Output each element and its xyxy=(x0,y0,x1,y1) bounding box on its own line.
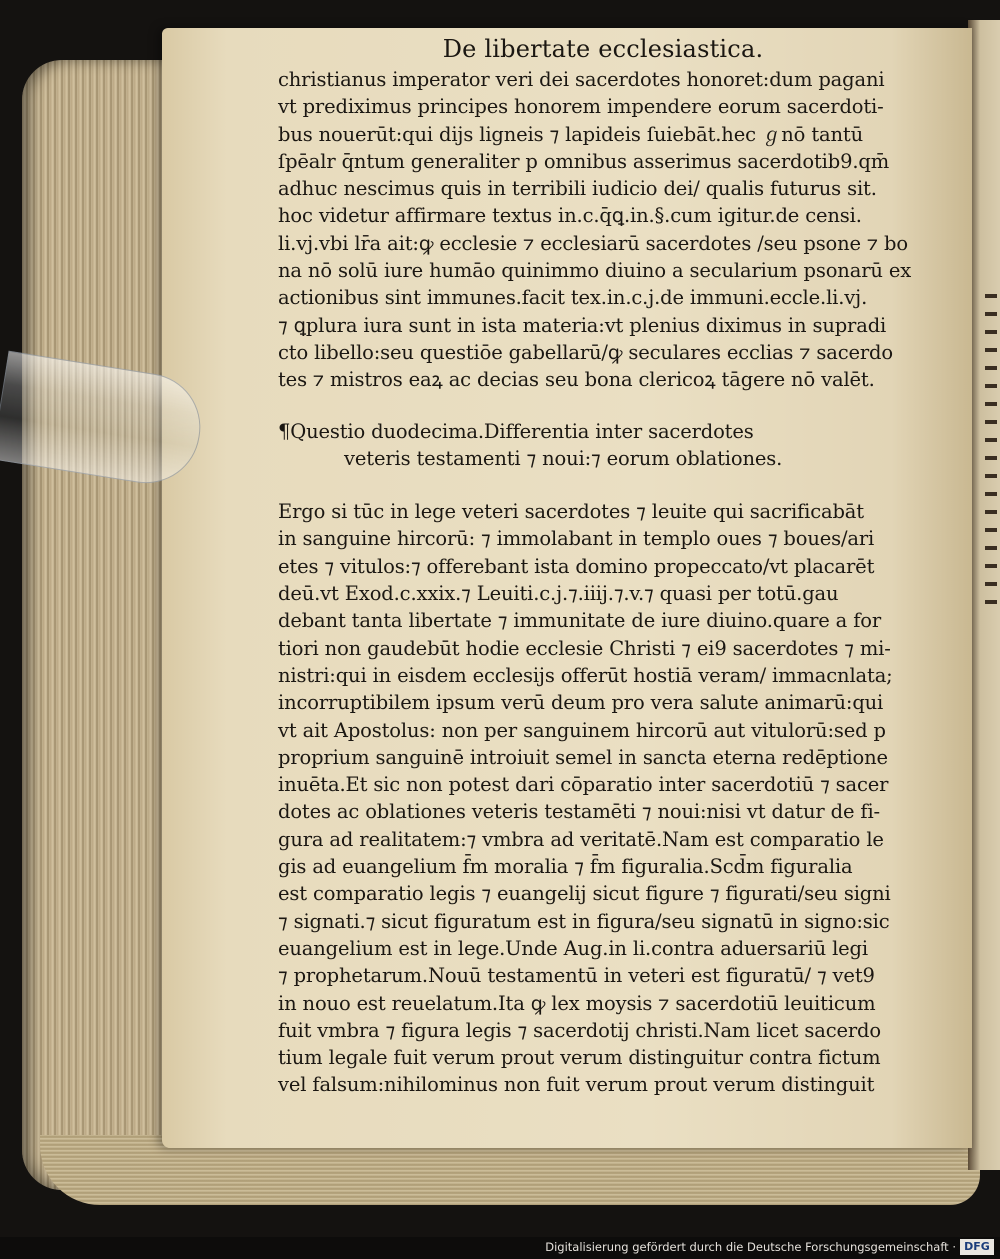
paragraph-two xyxy=(278,498,898,1099)
paragraph-one xyxy=(278,66,912,394)
text-line: ⁊ ꝗplura iura sunt in ista materia:vt plenius diximus in supradi xyxy=(278,313,887,337)
text-line: nistri:qui in eisdem ecclesijs offerūt hostiā veram/ immacnlata; xyxy=(278,663,893,687)
facing-page-text-marks xyxy=(985,280,1000,880)
text-line: christianus imperator veri dei sacerdotes honoret:dum pagani xyxy=(278,68,885,91)
text-line: inuēta.Et sic non potest dari cōparatio inter sacerdotiū ⁊ sacer xyxy=(278,773,889,797)
text-line: fuit vmbra ⁊ figura legis ⁊ sacerdotij christi.Nam licet sacerdo xyxy=(278,1018,881,1042)
text-line: dotes ac oblationes veteris testamēti ⁊ noui:nisi vt datur de fi- xyxy=(278,800,880,824)
text-line: ⁊ prophetarum.Nouū testamentū in veteri est figuratū/ ⁊ vet9 xyxy=(278,964,875,988)
question-heading xyxy=(278,418,898,473)
text-line: tium legale fuit verum prout verum distinguitur contra fictum xyxy=(278,1046,881,1070)
footer-credit: Digitalisierung gefördert durch die Deutsche Forschungsgemeinschaft · xyxy=(545,1240,956,1254)
text-line: na nō solū iure humāo quinimmo diuino a secularium psonarū ex xyxy=(278,259,912,283)
running-head: De libertate ecclesiastica. xyxy=(442,35,764,63)
text-line: vel falsum:nihilominus non fuit verum prout verum distinguit xyxy=(278,1073,875,1097)
heading-line: ¶Questio duodecima.Differentia inter sacerdotes xyxy=(278,419,754,443)
text-line: deū.vt Exod.c.xxix.⁊ Leuiti.c.j.⁊.iiij.⁊.v.⁊ quasi per totū.gau xyxy=(278,582,839,606)
text-line: incorruptibilem ipsum verū deum pro vera salute animarū:qui xyxy=(278,691,884,715)
text-line: bus nouerūt:qui dijs ligneis ⁊ lapideis ſuiebāt.hec ℊnō tantū xyxy=(278,122,863,146)
heading-line: veteris testamenti ⁊ noui:⁊ eorum oblationes. xyxy=(344,446,783,470)
text-line: proprium sanguinē introiuit semel in sancta eterna redēptione xyxy=(278,745,888,769)
text-line: tes ⁊ mistros eaꝝ ac decias seu bona clericoꝝ tāgere nō valēt. xyxy=(278,368,875,392)
text-line: Ergo si tūc in lege veteri sacerdotes ⁊ leuite qui sacrificabāt xyxy=(278,500,864,524)
text-line: gura ad realitatem:⁊ vmbra ad veritatē.Nam est comparatio le xyxy=(278,827,884,851)
text-line: vt ait Apostolus: non per sanguinem hircorū aut vitulorū:sed p xyxy=(278,718,886,742)
text-line: ⁊ signati.⁊ sicut figuratum est in figura/seu signatū in signo:sic xyxy=(278,909,890,933)
text-line: euangelium est in lege.Unde Aug.in li.contra aduersariū legi xyxy=(278,936,868,960)
page-text xyxy=(278,32,912,1099)
text-line: in sanguine hircorū: ⁊ immolabant in templo oues ⁊ boues/ari xyxy=(278,527,875,551)
text-line: tiori non gaudebūt hodie ecclesie Christi ⁊ ei9 sacerdotes ⁊ mi- xyxy=(278,636,891,660)
text-line: li.vj.vbi lr̄a ait:ꝙ ecclesie ⁊ ecclesiarū sacerdotes /seu psone ⁊ bo xyxy=(278,231,908,255)
text-line: gis ad euangelium f̄m moralia ⁊ f̄m figuralia.Scd̄m figuralia xyxy=(278,855,853,879)
text-line: in nouo est reuelatum.Ita ꝙ lex moysis ⁊ sacerdotiū leuiticum xyxy=(278,991,876,1015)
text-line: cto libello:seu questiōe gabellarū/ꝙ seculares ecclias ⁊ sacerdo xyxy=(278,340,893,364)
text-line: ſpēalr q̄ntum generaliter p omnibus asserimus sacerdotib9.qm̄ xyxy=(278,149,890,173)
text-line: vt prediximus principes honorem impendere eorum sacerdoti- xyxy=(278,95,884,119)
text-line: actionibus sint immunes.facit tex.in.c.j.de immuni.eccle.li.vj. xyxy=(278,286,868,310)
text-line: etes ⁊ vitulos:⁊ offerebant ista domino propeccato/vt placarēt xyxy=(278,554,875,578)
dfg-logo: DFG xyxy=(960,1239,994,1255)
text-line: debant tanta libertate ⁊ immunitate de iure diuino.quare a for xyxy=(278,609,882,633)
text-line: hoc videtur affirmare textus in.c.q̄ꝗ.in.§.cum igitur.de censi. xyxy=(278,204,862,228)
page-edges-left xyxy=(22,60,172,1190)
text-line: est comparatio legis ⁊ euangelij sicut figure ⁊ figurati/seu signi xyxy=(278,882,891,906)
text-line: adhuc nescimus quis in terribili iudicio dei/ qualis futurus sit. xyxy=(278,177,877,201)
